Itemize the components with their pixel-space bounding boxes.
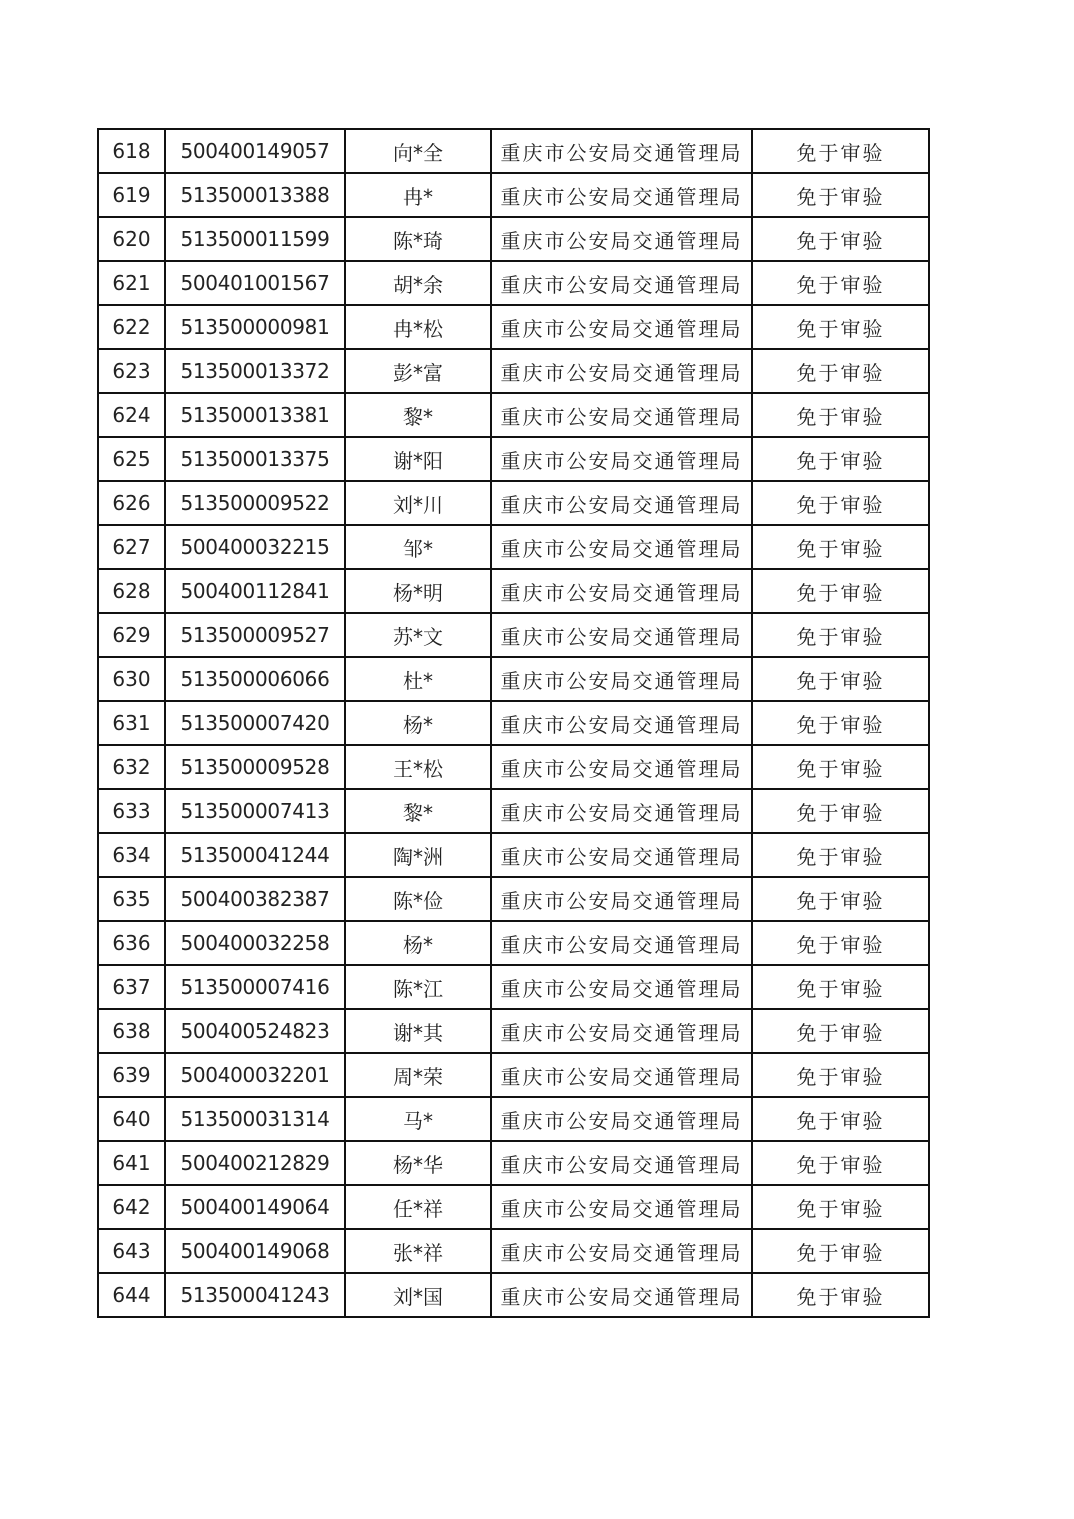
- record-id-cell: 513500009522: [165, 481, 345, 525]
- sequence-number-cell: 621: [98, 261, 165, 305]
- issuing-authority-cell: 重庆市公安局交通管理局: [491, 569, 752, 613]
- table-row: [98, 173, 929, 217]
- review-result-cell: 免于审验: [752, 349, 929, 393]
- person-name-cell: 杨*: [345, 701, 491, 745]
- table-row: [98, 1229, 929, 1273]
- person-name-cell: 冉*: [345, 173, 491, 217]
- review-result-cell: 免于审验: [752, 745, 929, 789]
- sequence-number-cell: 619: [98, 173, 165, 217]
- sequence-number-cell: 624: [98, 393, 165, 437]
- person-name-cell: 苏*文: [345, 613, 491, 657]
- review-result-cell: 免于审验: [752, 1229, 929, 1273]
- record-id-cell: 513500009527: [165, 613, 345, 657]
- table-row: [98, 921, 929, 965]
- sequence-number-cell: 625: [98, 437, 165, 481]
- record-id-cell: 513500013381: [165, 393, 345, 437]
- review-result-cell: 免于审验: [752, 305, 929, 349]
- sequence-number-cell: 635: [98, 877, 165, 921]
- issuing-authority-cell: 重庆市公安局交通管理局: [491, 217, 752, 261]
- issuing-authority-cell: 重庆市公安局交通管理局: [491, 1273, 752, 1317]
- person-name-cell: 杨*华: [345, 1141, 491, 1185]
- review-result-cell: 免于审验: [752, 1097, 929, 1141]
- records-table-body: [98, 129, 929, 1317]
- record-id-cell: 513500013372: [165, 349, 345, 393]
- issuing-authority-cell: 重庆市公安局交通管理局: [491, 481, 752, 525]
- person-name-cell: 冉*松: [345, 305, 491, 349]
- record-id-cell: 513500041244: [165, 833, 345, 877]
- issuing-authority-cell: 重庆市公安局交通管理局: [491, 1185, 752, 1229]
- issuing-authority-cell: 重庆市公安局交通管理局: [491, 525, 752, 569]
- issuing-authority-cell: 重庆市公安局交通管理局: [491, 393, 752, 437]
- table-row: [98, 1185, 929, 1229]
- review-result-cell: 免于审验: [752, 877, 929, 921]
- table-row: [98, 657, 929, 701]
- person-name-cell: 陈*江: [345, 965, 491, 1009]
- sequence-number-cell: 628: [98, 569, 165, 613]
- review-result-cell: 免于审验: [752, 833, 929, 877]
- person-name-cell: 刘*川: [345, 481, 491, 525]
- table-row: [98, 437, 929, 481]
- table-row: [98, 1273, 929, 1317]
- review-result-cell: 免于审验: [752, 657, 929, 701]
- record-id-cell: 513500031314: [165, 1097, 345, 1141]
- table-row: [98, 217, 929, 261]
- issuing-authority-cell: 重庆市公安局交通管理局: [491, 877, 752, 921]
- sequence-number-cell: 622: [98, 305, 165, 349]
- review-result-cell: 免于审验: [752, 965, 929, 1009]
- review-result-cell: 免于审验: [752, 569, 929, 613]
- table-row: [98, 877, 929, 921]
- person-name-cell: 彭*富: [345, 349, 491, 393]
- review-result-cell: 免于审验: [752, 437, 929, 481]
- record-id-cell: 513500011599: [165, 217, 345, 261]
- sequence-number-cell: 629: [98, 613, 165, 657]
- table-row: [98, 789, 929, 833]
- table-row: [98, 965, 929, 1009]
- issuing-authority-cell: 重庆市公安局交通管理局: [491, 921, 752, 965]
- review-result-cell: 免于审验: [752, 613, 929, 657]
- person-name-cell: 陈*琦: [345, 217, 491, 261]
- table-row: [98, 261, 929, 305]
- review-result-cell: 免于审验: [752, 261, 929, 305]
- record-id-cell: 513500006066: [165, 657, 345, 701]
- sequence-number-cell: 630: [98, 657, 165, 701]
- review-result-cell: 免于审验: [752, 701, 929, 745]
- review-result-cell: 免于审验: [752, 173, 929, 217]
- sequence-number-cell: 638: [98, 1009, 165, 1053]
- person-name-cell: 杜*: [345, 657, 491, 701]
- sequence-number-cell: 633: [98, 789, 165, 833]
- table-row: [98, 745, 929, 789]
- record-id-cell: 500400032258: [165, 921, 345, 965]
- issuing-authority-cell: 重庆市公安局交通管理局: [491, 173, 752, 217]
- sequence-number-cell: 642: [98, 1185, 165, 1229]
- issuing-authority-cell: 重庆市公安局交通管理局: [491, 1141, 752, 1185]
- table-row: [98, 1097, 929, 1141]
- person-name-cell: 陈*俭: [345, 877, 491, 921]
- review-result-cell: 免于审验: [752, 393, 929, 437]
- review-result-cell: 免于审验: [752, 217, 929, 261]
- record-id-cell: 513500000981: [165, 305, 345, 349]
- person-name-cell: 向*全: [345, 129, 491, 173]
- sequence-number-cell: 637: [98, 965, 165, 1009]
- review-result-cell: 免于审验: [752, 129, 929, 173]
- record-id-cell: 500400032215: [165, 525, 345, 569]
- record-id-cell: 500400212829: [165, 1141, 345, 1185]
- person-name-cell: 陶*洲: [345, 833, 491, 877]
- sequence-number-cell: 627: [98, 525, 165, 569]
- sequence-number-cell: 640: [98, 1097, 165, 1141]
- table-row: [98, 393, 929, 437]
- person-name-cell: 杨*明: [345, 569, 491, 613]
- table-row: [98, 569, 929, 613]
- sequence-number-cell: 620: [98, 217, 165, 261]
- sequence-number-cell: 641: [98, 1141, 165, 1185]
- sequence-number-cell: 639: [98, 1053, 165, 1097]
- record-id-cell: 513500007413: [165, 789, 345, 833]
- person-name-cell: 邹*: [345, 525, 491, 569]
- person-name-cell: 周*荣: [345, 1053, 491, 1097]
- issuing-authority-cell: 重庆市公安局交通管理局: [491, 701, 752, 745]
- record-id-cell: 513500007416: [165, 965, 345, 1009]
- issuing-authority-cell: 重庆市公安局交通管理局: [491, 1229, 752, 1273]
- record-id-cell: 500400112841: [165, 569, 345, 613]
- sequence-number-cell: 643: [98, 1229, 165, 1273]
- person-name-cell: 胡*余: [345, 261, 491, 305]
- record-id-cell: 513500041243: [165, 1273, 345, 1317]
- issuing-authority-cell: 重庆市公安局交通管理局: [491, 789, 752, 833]
- person-name-cell: 谢*阳: [345, 437, 491, 481]
- review-result-cell: 免于审验: [752, 1141, 929, 1185]
- table-row: [98, 1053, 929, 1097]
- person-name-cell: 谢*其: [345, 1009, 491, 1053]
- issuing-authority-cell: 重庆市公安局交通管理局: [491, 745, 752, 789]
- table-row: [98, 525, 929, 569]
- sequence-number-cell: 632: [98, 745, 165, 789]
- review-result-cell: 免于审验: [752, 921, 929, 965]
- sequence-number-cell: 634: [98, 833, 165, 877]
- review-result-cell: 免于审验: [752, 1185, 929, 1229]
- sequence-number-cell: 618: [98, 129, 165, 173]
- review-result-cell: 免于审验: [752, 1009, 929, 1053]
- issuing-authority-cell: 重庆市公安局交通管理局: [491, 305, 752, 349]
- record-id-cell: 500401001567: [165, 261, 345, 305]
- issuing-authority-cell: 重庆市公安局交通管理局: [491, 613, 752, 657]
- record-id-cell: 500400382387: [165, 877, 345, 921]
- issuing-authority-cell: 重庆市公安局交通管理局: [491, 965, 752, 1009]
- person-name-cell: 王*松: [345, 745, 491, 789]
- table-row: [98, 129, 929, 173]
- issuing-authority-cell: 重庆市公安局交通管理局: [491, 657, 752, 701]
- issuing-authority-cell: 重庆市公安局交通管理局: [491, 261, 752, 305]
- issuing-authority-cell: 重庆市公安局交通管理局: [491, 349, 752, 393]
- issuing-authority-cell: 重庆市公安局交通管理局: [491, 437, 752, 481]
- record-id-cell: 513500007420: [165, 701, 345, 745]
- table-row: [98, 349, 929, 393]
- table-row: [98, 305, 929, 349]
- person-name-cell: 黎*: [345, 393, 491, 437]
- issuing-authority-cell: 重庆市公安局交通管理局: [491, 1053, 752, 1097]
- table-row: [98, 833, 929, 877]
- table-row: [98, 481, 929, 525]
- person-name-cell: 杨*: [345, 921, 491, 965]
- issuing-authority-cell: 重庆市公安局交通管理局: [491, 833, 752, 877]
- review-result-cell: 免于审验: [752, 525, 929, 569]
- sequence-number-cell: 644: [98, 1273, 165, 1317]
- issuing-authority-cell: 重庆市公安局交通管理局: [491, 129, 752, 173]
- record-id-cell: 500400032201: [165, 1053, 345, 1097]
- person-name-cell: 刘*国: [345, 1273, 491, 1317]
- review-result-cell: 免于审验: [752, 789, 929, 833]
- person-name-cell: 张*祥: [345, 1229, 491, 1273]
- person-name-cell: 马*: [345, 1097, 491, 1141]
- record-id-cell: 500400149064: [165, 1185, 345, 1229]
- review-result-cell: 免于审验: [752, 1273, 929, 1317]
- sequence-number-cell: 636: [98, 921, 165, 965]
- records-table: [97, 128, 930, 1318]
- table-row: [98, 701, 929, 745]
- sequence-number-cell: 631: [98, 701, 165, 745]
- table-row: [98, 1141, 929, 1185]
- record-id-cell: 500400149057: [165, 129, 345, 173]
- table-row: [98, 1009, 929, 1053]
- record-id-cell: 513500009528: [165, 745, 345, 789]
- issuing-authority-cell: 重庆市公安局交通管理局: [491, 1097, 752, 1141]
- issuing-authority-cell: 重庆市公安局交通管理局: [491, 1009, 752, 1053]
- sequence-number-cell: 626: [98, 481, 165, 525]
- record-id-cell: 513500013375: [165, 437, 345, 481]
- table-row: [98, 613, 929, 657]
- person-name-cell: 黎*: [345, 789, 491, 833]
- review-result-cell: 免于审验: [752, 481, 929, 525]
- person-name-cell: 任*祥: [345, 1185, 491, 1229]
- record-id-cell: 500400149068: [165, 1229, 345, 1273]
- review-result-cell: 免于审验: [752, 1053, 929, 1097]
- record-id-cell: 500400524823: [165, 1009, 345, 1053]
- sequence-number-cell: 623: [98, 349, 165, 393]
- record-id-cell: 513500013388: [165, 173, 345, 217]
